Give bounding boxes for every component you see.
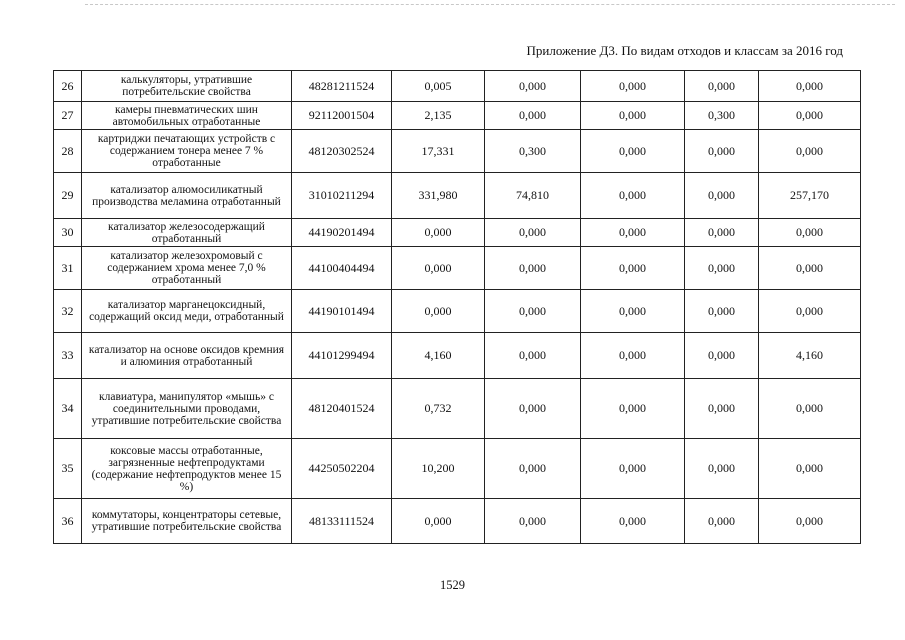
value-cell: 0,732 <box>392 379 485 439</box>
waste-name-cell: калькуляторы, утратившие потребительские свойства <box>82 71 292 102</box>
table-row <box>54 333 861 379</box>
table-row <box>54 247 861 290</box>
value-cell: 0,000 <box>581 499 685 544</box>
value-cell: 2,135 <box>392 102 485 130</box>
fkko-code-cell: 48120401524 <box>292 379 392 439</box>
value-cell: 0,000 <box>759 290 861 333</box>
row-number-cell: 28 <box>54 130 82 173</box>
value-cell: 0,000 <box>685 130 759 173</box>
value-cell: 0,005 <box>392 71 485 102</box>
row-number-cell: 32 <box>54 290 82 333</box>
waste-name-cell: катализатор марганецоксидный, содержащий оксид меди, отработанный <box>82 290 292 333</box>
waste-name-cell: камеры пневматических шин автомобильных отработанные <box>82 102 292 130</box>
value-cell: 0,000 <box>685 290 759 333</box>
value-cell: 0,000 <box>581 247 685 290</box>
value-cell: 331,980 <box>392 173 485 219</box>
value-cell: 257,170 <box>759 173 861 219</box>
value-cell: 0,300 <box>685 102 759 130</box>
waste-name-cell: клавиатура, манипулятор «мышь» с соединительными проводами, утратившие потребительские свойства <box>82 379 292 439</box>
fkko-code-cell: 48120302524 <box>292 130 392 173</box>
table-row <box>54 219 861 247</box>
value-cell: 0,000 <box>685 379 759 439</box>
fkko-code-cell: 31010211294 <box>292 173 392 219</box>
waste-name-cell: катализатор на основе оксидов кремния и алюминия отработанный <box>82 333 292 379</box>
row-number-cell: 27 <box>54 102 82 130</box>
value-cell: 0,000 <box>685 499 759 544</box>
value-cell: 0,000 <box>759 439 861 499</box>
table-row <box>54 130 861 173</box>
value-cell: 0,000 <box>485 333 581 379</box>
value-cell: 0,000 <box>581 379 685 439</box>
value-cell: 0,000 <box>581 333 685 379</box>
value-cell: 0,000 <box>485 247 581 290</box>
waste-name-cell: катализатор железохромовый с содержанием хрома менее 7,0 % отработанный <box>82 247 292 290</box>
value-cell: 0,000 <box>485 102 581 130</box>
value-cell: 0,000 <box>485 439 581 499</box>
fkko-code-cell: 44190101494 <box>292 290 392 333</box>
table-row <box>54 439 861 499</box>
value-cell: 0,000 <box>685 173 759 219</box>
row-number-cell: 30 <box>54 219 82 247</box>
value-cell: 4,160 <box>392 333 485 379</box>
table-row <box>54 290 861 333</box>
row-number-cell: 34 <box>54 379 82 439</box>
table-row <box>54 102 861 130</box>
table-row <box>54 379 861 439</box>
value-cell: 0,000 <box>759 499 861 544</box>
value-cell: 0,000 <box>485 499 581 544</box>
value-cell: 0,000 <box>759 130 861 173</box>
value-cell: 0,000 <box>759 379 861 439</box>
value-cell: 0,000 <box>581 290 685 333</box>
table-row <box>54 173 861 219</box>
fkko-code-cell: 44250502204 <box>292 439 392 499</box>
row-number-cell: 35 <box>54 439 82 499</box>
value-cell: 0,000 <box>392 219 485 247</box>
fkko-code-cell: 48133111524 <box>292 499 392 544</box>
value-cell: 0,000 <box>759 102 861 130</box>
value-cell: 74,810 <box>485 173 581 219</box>
fkko-code-cell: 44100404494 <box>292 247 392 290</box>
waste-name-cell: коксовые массы отработанные, загрязненные нефтепродуктами (содержание нефтепродуктов менее 15 %) <box>82 439 292 499</box>
value-cell: 0,000 <box>485 290 581 333</box>
row-number-cell: 36 <box>54 499 82 544</box>
value-cell: 17,331 <box>392 130 485 173</box>
waste-name-cell: катализатор алюмосиликатный производства меламина отработанный <box>82 173 292 219</box>
value-cell: 0,000 <box>685 219 759 247</box>
value-cell: 0,000 <box>581 102 685 130</box>
value-cell: 0,000 <box>485 379 581 439</box>
fkko-code-cell: 44190201494 <box>292 219 392 247</box>
fkko-code-cell: 92112001504 <box>292 102 392 130</box>
waste-table-body <box>54 71 861 544</box>
fkko-code-cell: 48281211524 <box>292 71 392 102</box>
table-row <box>54 71 861 102</box>
page-header-title: Приложение Д3. По видам отходов и классам за 2016 год <box>526 43 843 58</box>
table-row <box>54 499 861 544</box>
waste-name-cell: коммутаторы, концентраторы сетевые, утратившие потребительские свойства <box>82 499 292 544</box>
value-cell: 0,000 <box>581 173 685 219</box>
value-cell: 0,000 <box>759 219 861 247</box>
value-cell: 0,000 <box>581 130 685 173</box>
value-cell: 4,160 <box>759 333 861 379</box>
value-cell: 0,000 <box>759 247 861 290</box>
value-cell: 0,000 <box>581 219 685 247</box>
row-number-cell: 33 <box>54 333 82 379</box>
waste-name-cell: катализатор железосодержащий отработанный <box>82 219 292 247</box>
value-cell: 0,000 <box>485 219 581 247</box>
value-cell: 0,000 <box>759 71 861 102</box>
page-top-edge <box>85 4 895 5</box>
value-cell: 0,000 <box>392 290 485 333</box>
value-cell: 0,000 <box>685 71 759 102</box>
value-cell: 0,300 <box>485 130 581 173</box>
row-number-cell: 29 <box>54 173 82 219</box>
value-cell: 0,000 <box>685 333 759 379</box>
value-cell: 0,000 <box>581 439 685 499</box>
row-number-cell: 31 <box>54 247 82 290</box>
value-cell: 0,000 <box>485 71 581 102</box>
value-cell: 0,000 <box>392 499 485 544</box>
waste-name-cell: картриджи печатающих устройств с содержанием тонера менее 7 % отработанные <box>82 130 292 173</box>
value-cell: 10,200 <box>392 439 485 499</box>
value-cell: 0,000 <box>685 439 759 499</box>
row-number-cell: 26 <box>54 71 82 102</box>
waste-table <box>53 70 861 544</box>
value-cell: 0,000 <box>392 247 485 290</box>
value-cell: 0,000 <box>581 71 685 102</box>
value-cell: 0,000 <box>685 247 759 290</box>
page-number: 1529 <box>440 578 465 592</box>
fkko-code-cell: 44101299494 <box>292 333 392 379</box>
